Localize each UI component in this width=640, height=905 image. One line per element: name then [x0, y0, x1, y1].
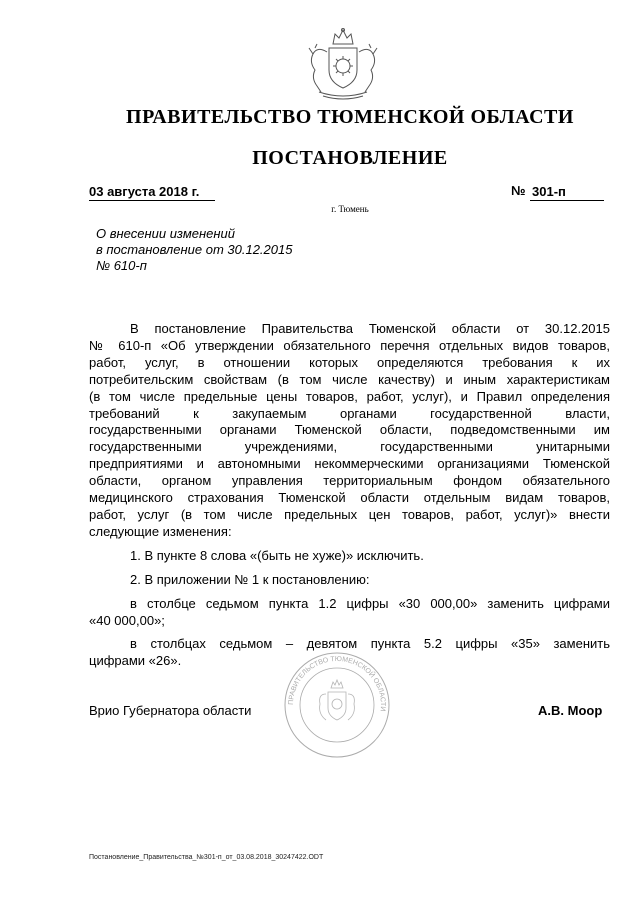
text-line: медицинского страхования Тюменской области отдельным видам товаров,	[89, 490, 610, 506]
item-1: 1. В пункте 8 слова «(быть не хуже)» исключить.	[130, 547, 424, 563]
subject-block	[96, 226, 292, 274]
subject-line: О внесении изменений	[96, 226, 235, 241]
text-line: работ, услуг (в том числе предельных цен товаров, работ, услуг)» внести	[89, 506, 610, 522]
text-line: цифрами «26».	[89, 653, 182, 669]
subject-line: в постановление от 30.12.2015	[96, 242, 293, 257]
number-field	[530, 183, 604, 201]
text-line: в столбцах седьмом – девятом пункта 5.2 цифры «35» заменить	[130, 636, 610, 652]
city: г. Тюмень	[331, 204, 369, 214]
text-line: государственными органами Тюменской области, подведомственными им	[89, 422, 610, 438]
signatory-position: Врио Губернатора области	[89, 703, 252, 718]
text-line: следующие изменения:	[89, 523, 232, 539]
svg-text:ПРАВИТЕЛЬСТВО ТЮМЕНСКОЙ ОБЛАСТ	[288, 656, 386, 712]
document-body	[89, 321, 610, 670]
signatory-name: А.В. Моор	[538, 703, 603, 718]
text-line: государственными учреждениями, государственными унитарными	[89, 439, 610, 455]
text-line: работ, услуг, в отношении которых определяются требования к их	[89, 354, 610, 370]
item-2a	[89, 596, 610, 630]
coat-of-arms-icon	[299, 26, 387, 102]
seal-text: ПРАВИТЕЛЬСТВО ТЮМЕНСКОЙ ОБЛАСТИ	[287, 655, 387, 712]
text-line: В постановление Правительства Тюменской области от 30.12.2015	[130, 321, 610, 336]
footer-filename: Постановление_Правительства_№301-п_от_03.08.2018_30247422.ODT	[89, 854, 324, 861]
date-field	[89, 183, 215, 201]
number-label: №	[511, 183, 526, 198]
subject-line: № 610-п	[96, 258, 147, 273]
text-line: требований к закупаемым органами государственной власти,	[89, 405, 610, 421]
paragraph-1	[89, 321, 610, 541]
text-line: «40 000,00»;	[89, 612, 165, 628]
text-line: предприятиями и автономными некоммерческими организациями Тюменской	[89, 456, 610, 472]
text-line: (в том числе предельные цены товаров, работ, услуг), и Правил определения	[89, 388, 610, 404]
text-line: области, органом управления территориальным фондом обязательного	[89, 473, 610, 489]
document-date: 03 августа 2018 г.	[89, 184, 200, 199]
text-line: в столбце седьмом пункта 1.2 цифры «30 000,00» заменить цифрами	[130, 595, 610, 611]
official-seal-icon	[282, 650, 392, 760]
document-type-title: ПОСТАНОВЛЕНИЕ	[252, 147, 448, 169]
text-line: потребительским свойствам (в том числе качеству) и иным характеристикам	[89, 371, 610, 387]
document-number: 301-п	[532, 184, 566, 199]
item-2: 2. В приложении № 1 к постановлению:	[130, 571, 370, 587]
text-line: № 610-п «Об утверждении обязательного перечня отдельных видов товаров,	[89, 337, 610, 353]
organization-title: ПРАВИТЕЛЬСТВО ТЮМЕНСКОЙ ОБЛАСТИ	[126, 106, 574, 128]
